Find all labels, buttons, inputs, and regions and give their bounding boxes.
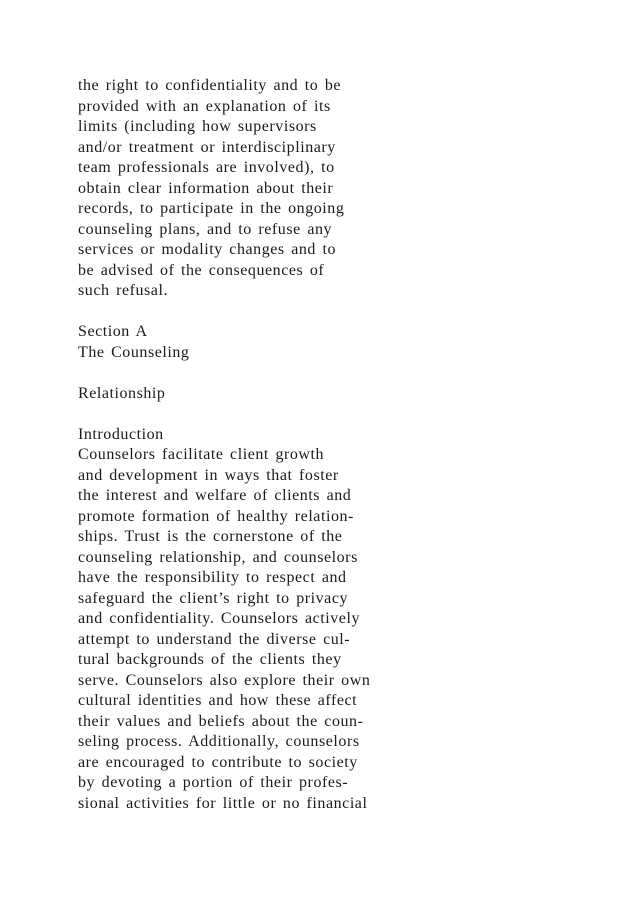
text-line: attempt to understand the diverse cul- [78,630,351,648]
text-line: serve. Counselors also explore their own [78,671,371,689]
text-line: are encouraged to contribute to society [78,753,358,771]
text-line: sional activities for little or no financial [78,794,368,812]
text-line: counseling relationship, and counselors [78,548,358,566]
paragraph-introduction [78,445,598,814]
text-line: have the responsibility to respect and [78,569,347,586]
blank-line [78,404,598,425]
text-line: limits (including how supervisors [78,118,317,135]
paragraph-confidentiality [78,76,598,302]
text-line: and confidentiality. Counselors actively [78,610,361,627]
text-line: obtain clear information about their [78,179,334,197]
section-subtitle: Relationship [78,384,166,402]
text-line: the right to confidentiality and to be [78,77,342,94]
intro-heading: Introduction [78,425,164,443]
text-line: Counselors facilitate client growth [78,446,325,463]
text-line: and/or treatment or interdisciplinary [78,138,336,156]
blank-line [78,302,598,323]
text-line: ships. Trust is the cornerstone of the [78,528,343,545]
text-line: tural backgrounds of the clients they [78,651,342,668]
text-line: their values and beliefs about the coun- [78,712,364,730]
text-line: and development in ways that foster [78,466,339,484]
section-title: The Counseling [78,343,190,361]
text-line: such refusal. [78,282,169,299]
text-line: by devoting a portion of their profes- [78,774,349,791]
document-body [78,76,598,814]
text-line: provided with an explanation of its [78,97,331,115]
text-line: promote formation of healthy relation- [78,507,354,525]
text-line: services or modality changes and to [78,241,337,258]
text-line: records, to participate in the ongoing [78,200,345,217]
text-line: safeguard the client’s right to privacy [78,589,349,607]
text-line: be advised of the consequences of [78,261,325,279]
text-line: the interest and welfare of clients and [78,487,352,504]
text-line: team professionals are involved), to [78,159,335,176]
text-line: cultural identities and how these affect [78,692,358,709]
section-label: Section A [78,323,148,340]
text-line: counseling plans, and to refuse any [78,220,333,238]
blank-line [78,363,598,384]
text-line: seling process. Additionally, counselors [78,733,360,750]
